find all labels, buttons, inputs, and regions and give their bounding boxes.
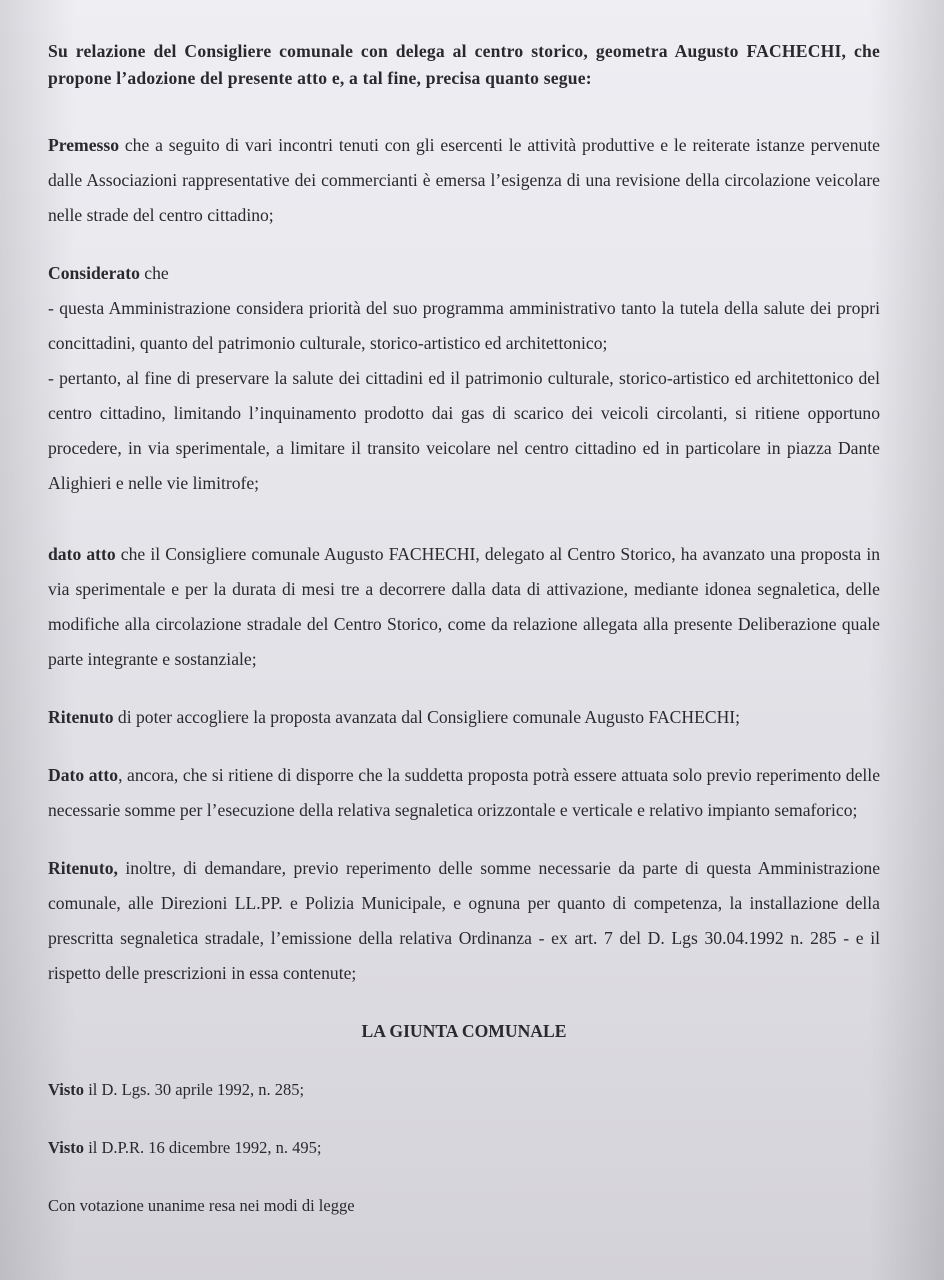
dato-atto-2-lead: Dato atto xyxy=(48,765,119,785)
visto-1-lead: Visto xyxy=(48,1080,85,1099)
premesso-paragraph xyxy=(48,128,880,233)
ritenuto-2-lead: Ritenuto, xyxy=(48,858,118,878)
premesso-text: che a seguito di vari incontri tenuti con gli esercenti le attività produttive e le reiterate istanze pervenute dalle Associazioni rappresentative dei commercianti è emersa l’esigenza di una revisione della circolazione veicolare nelle strade del centro cittadino; xyxy=(48,135,880,225)
visto-paragraph-1 xyxy=(48,1072,880,1107)
visto-1-text: il D. Lgs. 30 aprile 1992, n. 285; xyxy=(84,1080,305,1099)
dato-atto-2-text: , ancora, che si ritiene di disporre che la suddetta proposta potrà essere attuata solo previo reperimento delle necessarie somme per l’esecuzione della relativa segnaletica orizzontale e verticale e relativo impianto semaforico; xyxy=(48,765,880,820)
dato-atto-lead: dato atto xyxy=(48,544,116,564)
considerato-tail: che xyxy=(139,263,169,283)
ritenuto-paragraph-2 xyxy=(48,851,880,991)
visto-2-lead: Visto xyxy=(48,1138,85,1157)
ritenuto-1-lead: Ritenuto xyxy=(48,707,114,727)
dato-atto-paragraph xyxy=(48,537,880,677)
considerato-heading xyxy=(48,256,880,291)
visto-paragraph-2 xyxy=(48,1130,880,1165)
ritenuto-paragraph-1 xyxy=(48,700,880,735)
ritenuto-2-text: inoltre, di demandare, previo reperimento delle somme necessarie da parte di questa Amministrazione comunale, alle Direzioni LL.PP. e Polizia Municipale, e ognuna per quanto di competenza, la installazione della prescritta segnaletica stradale, l’emissione della relativa Ordinanza - ex art. 7 del D. Lgs 30.04.1992 n. 285 - e il rispetto delle prescrizioni in essa contenute; xyxy=(48,858,880,983)
considerato-item-1: - questa Amministrazione considera priorità del suo programma amministrativo tanto la tutela della salute dei propri concittadini, quanto del patrimonio culturale, storico-artistico ed architettonico; xyxy=(48,298,880,353)
ritenuto-1-text: di poter accogliere la proposta avanzata dal Consigliere comunale Augusto FACHECHI; xyxy=(113,707,741,727)
document-body xyxy=(48,38,880,1223)
dato-atto-text: che il Consigliere comunale Augusto FACHECHI, delegato al Centro Storico, ha avanzato una proposta in via sperimentale e per la durata di mesi tre a decorrere dalla data di attivazione, mediante idonea segnaletica, delle modifiche alla circolazione stradale del Centro Storico, come da relazione allegata alla presente Deliberazione quale parte integrante e sostanziale; xyxy=(48,544,881,669)
giunta-heading: LA GIUNTA COMUNALE xyxy=(361,1021,567,1041)
premesso-lead: Premesso xyxy=(48,135,120,155)
dato-atto-paragraph-2 xyxy=(48,758,880,828)
votazione-line: Con votazione unanime resa nei modi di legge xyxy=(48,1196,355,1215)
visto-2-text: il D.P.R. 16 dicembre 1992, n. 495; xyxy=(84,1138,322,1157)
considerato-lead: Considerato xyxy=(48,263,140,283)
considerato-item-2: - pertanto, al fine di preservare la salute dei cittadini ed il patrimonio culturale, storico-artistico ed architettonico del centro cittadino, limitando l’inquinamento prodotto dai gas di scarico dei veicoli circolanti, si ritiene opportuno procedere, in via sperimentale, a limitare il transito veicolare nel centro cittadino ed in particolare in piazza Dante Alighieri e nelle vie limitrofe; xyxy=(48,368,880,493)
intro-paragraph: Su relazione del Consigliere comunale con delega al centro storico, geometra Augusto FACHECHI, che propone l’adozione del presente atto e, a tal fine, precisa quanto segue: xyxy=(48,41,880,88)
